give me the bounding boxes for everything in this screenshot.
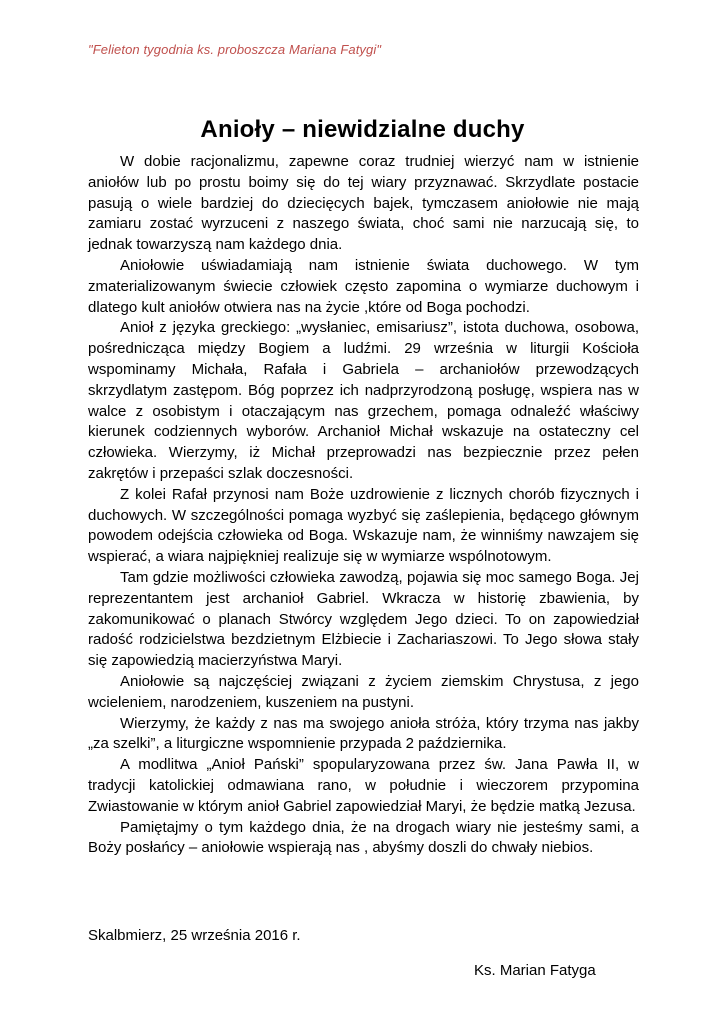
- paragraph: Wierzymy, że każdy z nas ma swojego anioła stróża, który trzyma nas jakby „za szelki”, a liturgiczne wspomnienie przypada 2 października.: [88, 714, 639, 753]
- author-signature: Ks. Marian Fatyga: [474, 962, 596, 979]
- paragraph: Tam gdzie możliwości człowieka zawodzą, pojawia się moc samego Boga. Jej reprezentantem jest archanioł Gabriel. Wkracza w historię zbawienia, by zakomunikować o planach Stwórcy względem Jego dzieci. To on zapowiedział radość rodzicielstwa bezdzietnym Elżbiecie i Zachariaszowi. To Jego słowa stały się zapowiedzią macierzyństwa Maryi.: [88, 568, 639, 670]
- paragraph: Anioł z języka greckiego: „wysłaniec, emisariusz”, istota duchowa, osobowa, pośrednicząca między Bogiem a ludźmi. 29 września w liturgii Kościoła wspominamy Michała, Rafała i Gabriela – archaniołów przewodzących skrzydlatym zastępom. Bóg poprzez ich nadprzyrodzoną posługę, wspiera nas w walce z osobistym i otaczającym nas grzechem, pomaga odnaleźć właściwy kierunek codziennych wyborów. Archanioł Michał wskazuje na ostateczny cel człowieka. Wierzymy, iż Michał przeprowadzi nas bezpiecznie przez pełen zakrętów i przepaści szlak doczesności.: [88, 319, 639, 482]
- paragraph: Aniołowie uświadamiają nam istnienie świata duchowego. W tym zmaterializowanym świecie człowiek często zapomina o wymiarze duchowym i dlatego kult aniołów otwiera nas na życie ,które od Boga pochodzi.: [88, 256, 639, 316]
- paragraph: Aniołowie są najczęściej związani z życiem ziemskim Chrystusa, z jego wcieleniem, narodzeniem, kuszeniem na pustyni.: [88, 672, 639, 711]
- series-note: "Felieton tygodnia ks. proboszcza Mariana Fatygi": [88, 42, 382, 57]
- paragraph: W dobie racjonalizmu, zapewne coraz trudniej wierzyć nam w istnienie aniołów lub po prostu boimy się do tej wiary przyznawać. Skrzydlate postacie pasują o wiele bardziej do dziecięcych bajek, tymczasem aniołowie nie mają zamiaru zostać wyrzuceni z naszego świata, choć sami nie narzucają się, to jednak towarzyszą nam każdego dnia.: [88, 153, 639, 254]
- place-date: Skalbmierz, 25 września 2016 r.: [88, 927, 301, 944]
- page-title: Anioły – niewidzialne duchy: [200, 116, 525, 144]
- paragraph: Pamiętajmy o tym każdego dnia, że na drogach wiary nie jesteśmy sami, a Boży posłańcy – aniołowie wspierają nas , abyśmy doszli do chwały niebios.: [88, 818, 639, 857]
- paragraph: A modlitwa „Anioł Pański” spopularyzowana przez św. Jana Pawła II, w tradycji katolickiej odmawiana rano, w południe i wieczorem przypomina Zwiastowanie w którym anioł Gabriel zapowiedział Maryi, że będzie matką Jezusa.: [88, 756, 639, 815]
- article-body: [88, 152, 639, 859]
- paragraph: Z kolei Rafał przynosi nam Boże uzdrowienie z licznych chorób fizycznych i duchowych. W szczególności pomaga wyzbyć się zaślepienia, będącego głównym powodem odejścia człowieka od Boga. Wskazuje nam, że winniśmy nawzajem się wspierać, a wiara najpiękniej realizuje się w wymiarze wspólnotowym.: [88, 485, 639, 566]
